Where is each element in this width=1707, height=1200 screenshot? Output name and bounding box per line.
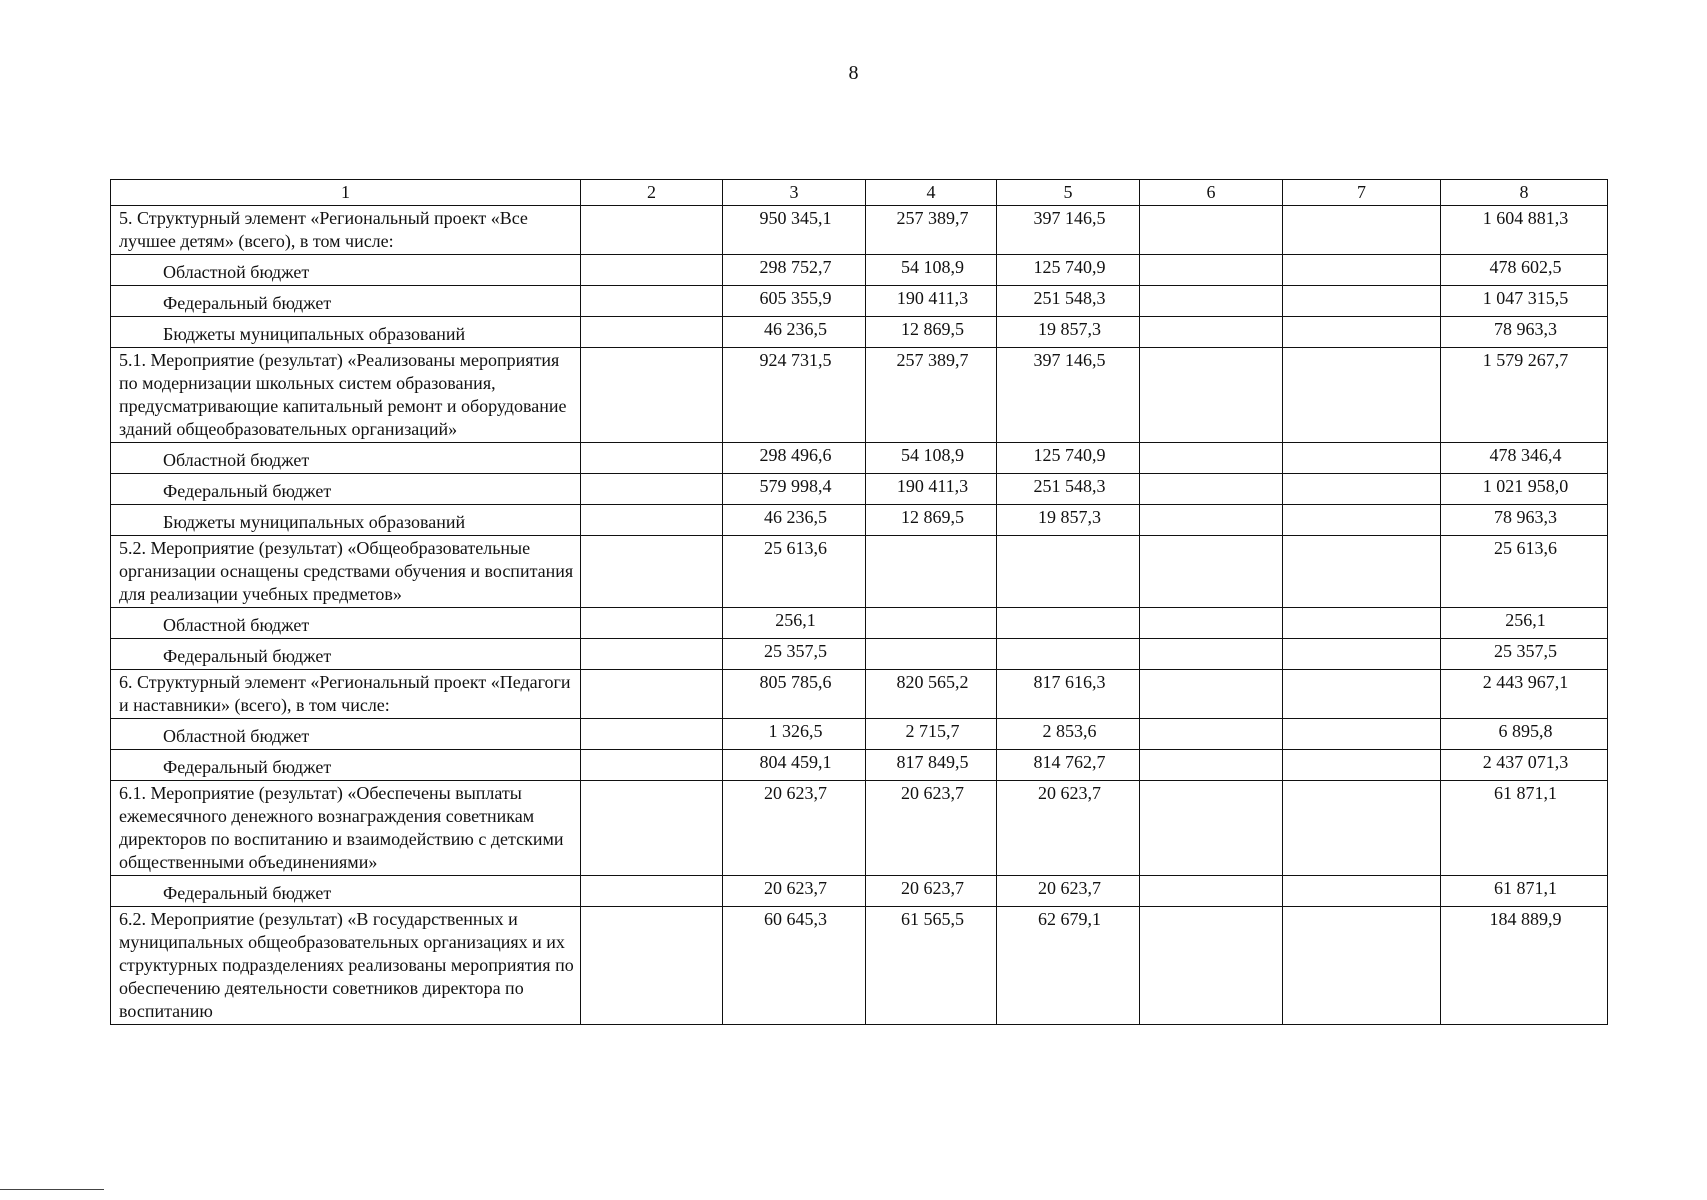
value-cell-col5: 397 146,5 [997, 348, 1140, 443]
value-cell-col3: 20 623,7 [723, 781, 866, 876]
value-cell-col4: 817 849,5 [866, 750, 997, 781]
value-cell-col7 [1283, 286, 1441, 317]
value-cell-col3: 298 496,6 [723, 443, 866, 474]
budget-source-row [111, 608, 1608, 639]
value-cell-col6 [1140, 474, 1283, 505]
row-label: Федеральный бюджет [111, 876, 581, 907]
value-cell-col3: 605 355,9 [723, 286, 866, 317]
value-cell-col5: 125 740,9 [997, 255, 1140, 286]
value-cell-col6 [1140, 876, 1283, 907]
value-cell-col5: 20 623,7 [997, 781, 1140, 876]
budget-source-row [111, 719, 1608, 750]
value-cell-col4: 12 869,5 [866, 317, 997, 348]
budget-source-row [111, 876, 1608, 907]
row-label: Федеральный бюджет [111, 750, 581, 781]
value-cell-col6 [1140, 286, 1283, 317]
row-label: 5.1. Мероприятие (результат) «Реализованы мероприятия по модернизации школьных систем образования, предусматривающие капитальный ремонт и оборудование зданий общеобразовательных организаций» [111, 348, 581, 443]
value-cell-col7 [1283, 719, 1441, 750]
value-cell-col7 [1283, 317, 1441, 348]
value-cell-col3: 20 623,7 [723, 876, 866, 907]
value-cell-col7 [1283, 474, 1441, 505]
value-cell-col3: 950 345,1 [723, 206, 866, 255]
column-header: 7 [1283, 180, 1441, 206]
value-cell-col4: 190 411,3 [866, 286, 997, 317]
value-cell-col8: 478 602,5 [1441, 255, 1608, 286]
value-cell-col5: 2 853,6 [997, 719, 1140, 750]
value-cell-col5: 817 616,3 [997, 670, 1140, 719]
value-cell-col4: 54 108,9 [866, 255, 997, 286]
budget-source-row [111, 443, 1608, 474]
value-cell-col6 [1140, 317, 1283, 348]
value-cell-col7 [1283, 781, 1441, 876]
value-cell-col6 [1140, 206, 1283, 255]
value-cell-col6 [1140, 750, 1283, 781]
table-row [111, 907, 1608, 1025]
column-header: 4 [866, 180, 997, 206]
value-cell-col4: 61 565,5 [866, 907, 997, 1025]
value-cell-col2 [581, 536, 723, 608]
value-cell-col8: 25 357,5 [1441, 639, 1608, 670]
value-cell-col8: 2 443 967,1 [1441, 670, 1608, 719]
value-cell-col8: 184 889,9 [1441, 907, 1608, 1025]
value-cell-col3: 46 236,5 [723, 505, 866, 536]
value-cell-col6 [1140, 670, 1283, 719]
value-cell-col5: 62 679,1 [997, 907, 1140, 1025]
value-cell-col8: 256,1 [1441, 608, 1608, 639]
value-cell-col2 [581, 639, 723, 670]
row-label: Федеральный бюджет [111, 474, 581, 505]
value-cell-col6 [1140, 505, 1283, 536]
value-cell-col3: 25 357,5 [723, 639, 866, 670]
row-label: Областной бюджет [111, 255, 581, 286]
row-label: 5.2. Мероприятие (результат) «Общеобразовательные организации оснащены средствами обучения и воспитания для реализации учебных предметов» [111, 536, 581, 608]
row-label: Бюджеты муниципальных образований [111, 505, 581, 536]
table-row [111, 206, 1608, 255]
budget-source-row [111, 639, 1608, 670]
value-cell-col3: 924 731,5 [723, 348, 866, 443]
value-cell-col4: 20 623,7 [866, 781, 997, 876]
column-header: 8 [1441, 180, 1608, 206]
value-cell-col5: 814 762,7 [997, 750, 1140, 781]
value-cell-col2 [581, 608, 723, 639]
value-cell-col6 [1140, 781, 1283, 876]
value-cell-col3: 298 752,7 [723, 255, 866, 286]
value-cell-col2 [581, 670, 723, 719]
value-cell-col8: 78 963,3 [1441, 317, 1608, 348]
value-cell-col5: 125 740,9 [997, 443, 1140, 474]
value-cell-col7 [1283, 536, 1441, 608]
value-cell-col4: 20 623,7 [866, 876, 997, 907]
value-cell-col5 [997, 608, 1140, 639]
row-label: 6. Структурный элемент «Региональный проект «Педагоги и наставники» (всего), в том числе: [111, 670, 581, 719]
value-cell-col2 [581, 907, 723, 1025]
value-cell-col3: 46 236,5 [723, 317, 866, 348]
table-body [111, 180, 1608, 1025]
value-cell-col7 [1283, 608, 1441, 639]
value-cell-col2 [581, 206, 723, 255]
value-cell-col2 [581, 750, 723, 781]
value-cell-col5: 19 857,3 [997, 317, 1140, 348]
value-cell-col6 [1140, 639, 1283, 670]
value-cell-col4: 12 869,5 [866, 505, 997, 536]
value-cell-col3: 25 613,6 [723, 536, 866, 608]
value-cell-col2 [581, 474, 723, 505]
value-cell-col6 [1140, 255, 1283, 286]
budget-table [110, 179, 1608, 1025]
value-cell-col8: 61 871,1 [1441, 876, 1608, 907]
page-edge-rule [0, 1189, 104, 1190]
value-cell-col8: 61 871,1 [1441, 781, 1608, 876]
value-cell-col2 [581, 719, 723, 750]
value-cell-col7 [1283, 443, 1441, 474]
column-header: 2 [581, 180, 723, 206]
value-cell-col4: 257 389,7 [866, 206, 997, 255]
value-cell-col2 [581, 443, 723, 474]
value-cell-col6 [1140, 719, 1283, 750]
column-header: 5 [997, 180, 1140, 206]
value-cell-col4: 190 411,3 [866, 474, 997, 505]
budget-source-row [111, 750, 1608, 781]
value-cell-col8: 1 579 267,7 [1441, 348, 1608, 443]
value-cell-col4: 54 108,9 [866, 443, 997, 474]
table-row [111, 670, 1608, 719]
value-cell-col3: 579 998,4 [723, 474, 866, 505]
value-cell-col3: 256,1 [723, 608, 866, 639]
table-row [111, 536, 1608, 608]
value-cell-col8: 478 346,4 [1441, 443, 1608, 474]
value-cell-col8: 1 604 881,3 [1441, 206, 1608, 255]
value-cell-col7 [1283, 670, 1441, 719]
value-cell-col8: 1 021 958,0 [1441, 474, 1608, 505]
row-label: 6.2. Мероприятие (результат) «В государственных и муниципальных общеобразовательных организациях и их структурных подразделениях реализованы мероприятия по обеспечению деятельности советников директора по воспитанию [111, 907, 581, 1025]
value-cell-col4 [866, 639, 997, 670]
value-cell-col7 [1283, 750, 1441, 781]
column-header: 3 [723, 180, 866, 206]
value-cell-col7 [1283, 255, 1441, 286]
value-cell-col7 [1283, 348, 1441, 443]
table-header-row [111, 180, 1608, 206]
value-cell-col4: 257 389,7 [866, 348, 997, 443]
table-row [111, 348, 1608, 443]
value-cell-col2 [581, 348, 723, 443]
value-cell-col4: 2 715,7 [866, 719, 997, 750]
value-cell-col7 [1283, 876, 1441, 907]
value-cell-col7 [1283, 206, 1441, 255]
value-cell-col5: 397 146,5 [997, 206, 1140, 255]
value-cell-col3: 60 645,3 [723, 907, 866, 1025]
value-cell-col7 [1283, 639, 1441, 670]
value-cell-col8: 25 613,6 [1441, 536, 1608, 608]
value-cell-col2 [581, 505, 723, 536]
value-cell-col5 [997, 536, 1140, 608]
value-cell-col6 [1140, 348, 1283, 443]
value-cell-col2 [581, 781, 723, 876]
value-cell-col4: 820 565,2 [866, 670, 997, 719]
column-header: 6 [1140, 180, 1283, 206]
row-label: Федеральный бюджет [111, 286, 581, 317]
value-cell-col8: 1 047 315,5 [1441, 286, 1608, 317]
row-label: Областной бюджет [111, 719, 581, 750]
value-cell-col5: 251 548,3 [997, 286, 1140, 317]
value-cell-col3: 805 785,6 [723, 670, 866, 719]
value-cell-col2 [581, 876, 723, 907]
page-number: 8 [848, 62, 859, 84]
row-label: Областной бюджет [111, 608, 581, 639]
column-header: 1 [111, 180, 581, 206]
budget-source-row [111, 474, 1608, 505]
value-cell-col6 [1140, 907, 1283, 1025]
value-cell-col5: 251 548,3 [997, 474, 1140, 505]
row-label: Федеральный бюджет [111, 639, 581, 670]
value-cell-col4 [866, 608, 997, 639]
row-label: 5. Структурный элемент «Региональный проект «Все лучшее детям» (всего), в том числе: [111, 206, 581, 255]
value-cell-col7 [1283, 907, 1441, 1025]
value-cell-col2 [581, 255, 723, 286]
value-cell-col5: 19 857,3 [997, 505, 1140, 536]
table-row [111, 781, 1608, 876]
budget-source-row [111, 286, 1608, 317]
value-cell-col8: 6 895,8 [1441, 719, 1608, 750]
value-cell-col5: 20 623,7 [997, 876, 1140, 907]
value-cell-col3: 804 459,1 [723, 750, 866, 781]
value-cell-col8: 78 963,3 [1441, 505, 1608, 536]
budget-source-row [111, 255, 1608, 286]
value-cell-col6 [1140, 536, 1283, 608]
row-label: Бюджеты муниципальных образований [111, 317, 581, 348]
value-cell-col6 [1140, 443, 1283, 474]
row-label: Областной бюджет [111, 443, 581, 474]
value-cell-col3: 1 326,5 [723, 719, 866, 750]
value-cell-col7 [1283, 505, 1441, 536]
budget-source-row [111, 317, 1608, 348]
row-label: 6.1. Мероприятие (результат) «Обеспечены выплаты ежемесячного денежного вознаграждения советникам директоров по воспитанию и взаимодействию с детскими общественными объединениями» [111, 781, 581, 876]
budget-source-row [111, 505, 1608, 536]
value-cell-col2 [581, 286, 723, 317]
value-cell-col8: 2 437 071,3 [1441, 750, 1608, 781]
value-cell-col6 [1140, 608, 1283, 639]
value-cell-col2 [581, 317, 723, 348]
value-cell-col4 [866, 536, 997, 608]
value-cell-col5 [997, 639, 1140, 670]
